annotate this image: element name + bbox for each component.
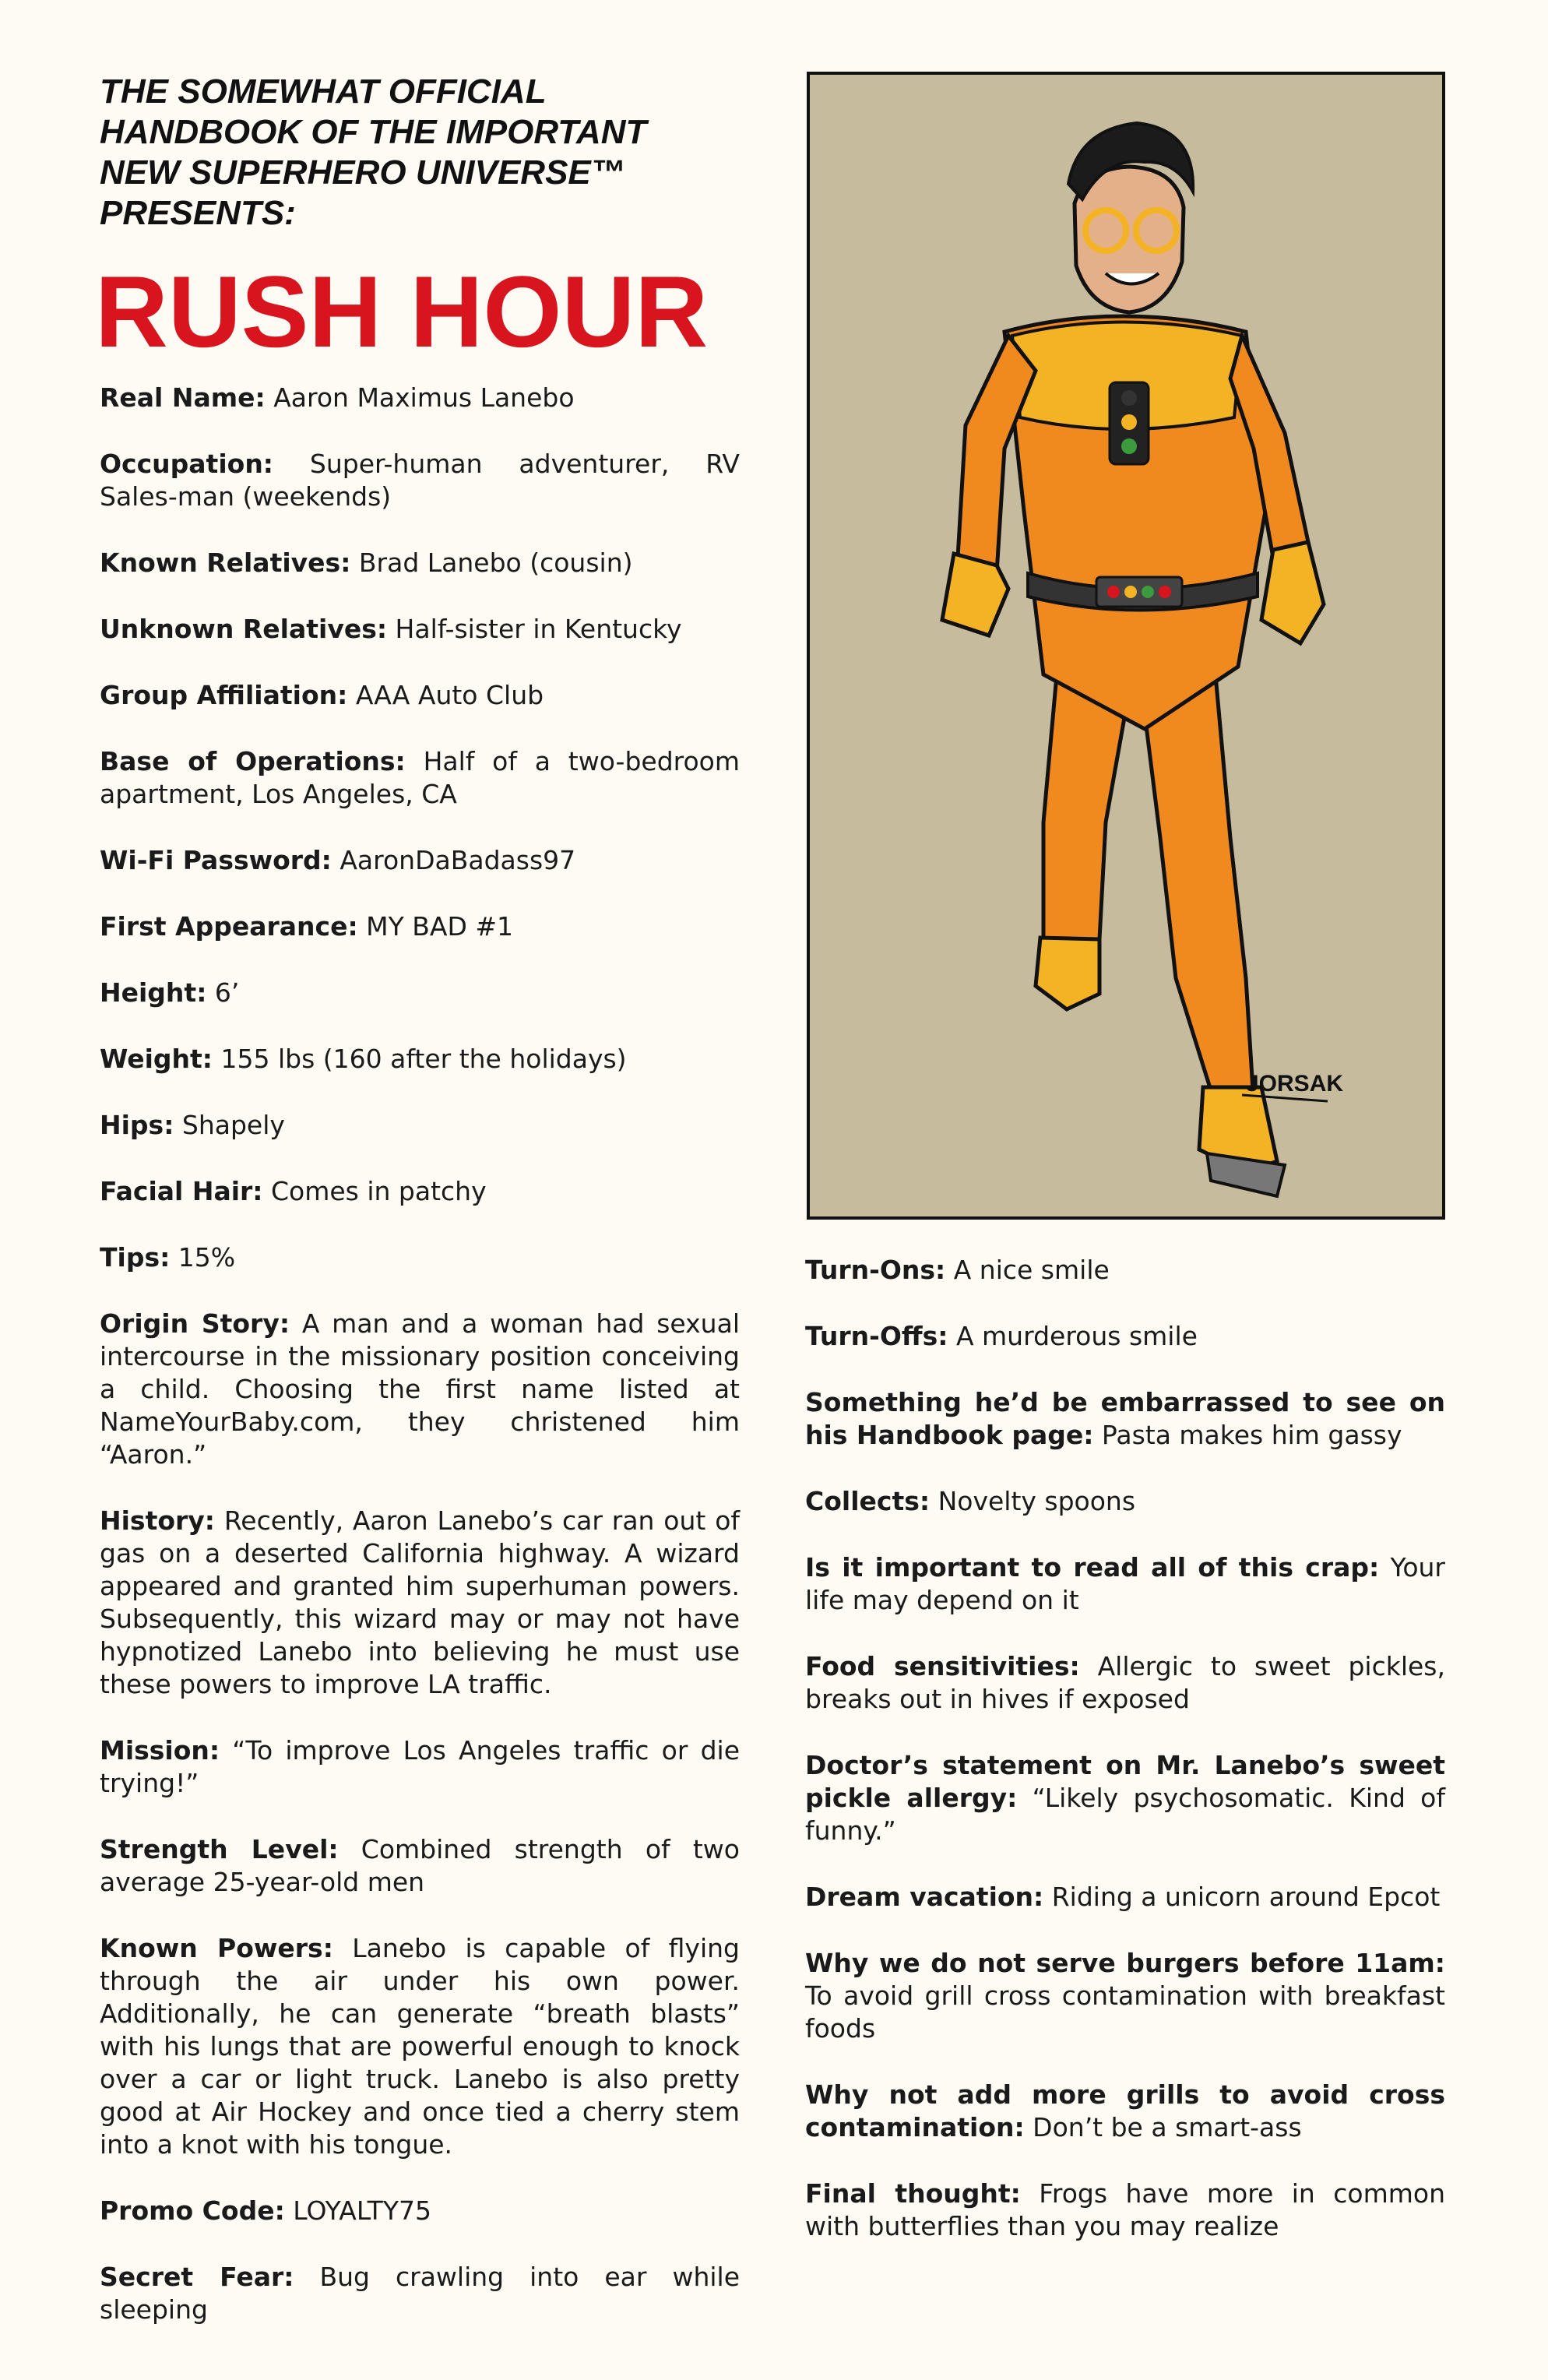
entry-label: Strength Level: bbox=[100, 1834, 339, 1864]
entry bbox=[805, 1947, 1445, 2045]
entry-value: Half of a two-bedroom apartment, Los Angeles, CA bbox=[100, 746, 741, 809]
hero-illustration bbox=[807, 72, 1445, 1220]
entry-label: Turn-Ons: bbox=[805, 1255, 946, 1285]
entry-label: Facial Hair: bbox=[100, 1176, 263, 1206]
entry bbox=[805, 2079, 1445, 2144]
entry bbox=[805, 1551, 1445, 1617]
entry-label: Known Powers: bbox=[100, 1933, 333, 1963]
entry bbox=[100, 844, 740, 877]
entry-label: Food sensitivities: bbox=[805, 1651, 1080, 1681]
header-line: PRESENTS: bbox=[100, 194, 296, 232]
entry bbox=[100, 679, 740, 712]
page-title: RUSH HOUR bbox=[95, 255, 709, 368]
entry bbox=[805, 1320, 1445, 1353]
header-line: THE SOMEWHAT OFFICIAL bbox=[100, 72, 547, 111]
entry-label: Real Name: bbox=[100, 382, 266, 413]
entry-value: 155 lbs (160 after the holidays) bbox=[213, 1044, 627, 1074]
entry bbox=[100, 382, 740, 414]
entry-label: Why we do not serve burgers before 11am: bbox=[805, 1948, 1445, 1978]
entry bbox=[805, 1485, 1445, 1518]
entry bbox=[100, 1833, 740, 1899]
handbook-header bbox=[100, 72, 785, 234]
entry-value: Comes in patchy bbox=[262, 1176, 487, 1206]
entry-value: Riding a unicorn around Epcot bbox=[1043, 1882, 1441, 1912]
entry bbox=[805, 1254, 1445, 1287]
entry-value: A murderous smile bbox=[948, 1321, 1198, 1351]
entry-value: MY BAD #1 bbox=[357, 911, 514, 942]
entry bbox=[805, 1650, 1445, 1716]
entry-value: Bug crawling into ear while sleeping bbox=[100, 2262, 740, 2325]
entry-value: Aaron Maximus Lanebo bbox=[265, 382, 575, 413]
entry bbox=[100, 1043, 740, 1076]
entry bbox=[805, 1749, 1445, 1847]
entry-label: Weight: bbox=[100, 1044, 213, 1074]
entry-value: 15% bbox=[170, 1242, 236, 1273]
entry-value: To avoid grill cross contamination with breakfast foods bbox=[805, 1980, 1445, 2044]
entry bbox=[100, 1308, 740, 1471]
entry-value: Shapely bbox=[174, 1110, 285, 1140]
entry bbox=[805, 1386, 1445, 1452]
entry-label: Something he’d be embarrassed to see on his Handbook page: bbox=[805, 1387, 1445, 1450]
artist-signature: JORSAK bbox=[1246, 1071, 1344, 1097]
entry-value: AaronDaBadass97 bbox=[331, 845, 576, 875]
entry-value: LOYALTY75 bbox=[284, 2195, 431, 2226]
entry-value: AAA Auto Club bbox=[347, 680, 544, 710]
entry bbox=[100, 745, 740, 811]
entry bbox=[100, 1932, 740, 2161]
entry-label: Mission: bbox=[100, 1735, 220, 1766]
entry-label: Base of Operations: bbox=[100, 746, 406, 776]
entry bbox=[805, 1881, 1445, 1914]
header-line: NEW SUPERHERO UNIVERSE™ bbox=[100, 153, 625, 192]
entry bbox=[100, 613, 740, 646]
entry-value: Brad Lanebo (cousin) bbox=[350, 547, 633, 578]
entry-value: A nice smile bbox=[945, 1255, 1110, 1285]
entry bbox=[100, 1734, 740, 1800]
entry bbox=[100, 1175, 740, 1208]
entry-value: Your life may depend on it bbox=[805, 1552, 1445, 1615]
entry bbox=[100, 547, 740, 579]
entry-label: Occupation: bbox=[100, 449, 274, 479]
entry-label: Dream vacation: bbox=[805, 1882, 1044, 1912]
entry-label: Height: bbox=[100, 977, 207, 1008]
entry bbox=[100, 977, 740, 1009]
entry-label: Is it important to read all of this crap: bbox=[805, 1552, 1380, 1583]
entry-label: Final thought: bbox=[805, 2178, 1021, 2209]
entry bbox=[100, 910, 740, 943]
entry-value: Frogs have more in common with butterflies than you may realize bbox=[805, 2178, 1446, 2241]
entry-value: Lanebo is capable of flying through the air under his own power. Additionally, he can generate “breath blasts” with his lungs that are powerful enough to knock over a car or light truck. Lanebo is also pretty good at Air Hockey and once tied a cherry stem into a knot with his tongue. bbox=[100, 1933, 740, 2160]
entry-value: “To improve Los Angeles traffic or die trying!” bbox=[100, 1735, 740, 1798]
entry bbox=[100, 1109, 740, 1142]
entry bbox=[805, 2178, 1445, 2243]
entry-value: Allergic to sweet pickles, breaks out in hives if exposed bbox=[805, 1651, 1445, 1714]
entry-label: Unknown Relatives: bbox=[100, 614, 388, 644]
left-column bbox=[100, 382, 740, 2326]
entry-value: “Likely psychosomatic. Kind of funny.” bbox=[805, 1783, 1445, 1846]
entry-label: History: bbox=[100, 1505, 216, 1536]
entry-label: Doctor’s statement on Mr. Lanebo’s sweet pickle allergy: bbox=[805, 1750, 1445, 1813]
entry-label: Known Relatives: bbox=[100, 547, 351, 578]
entry bbox=[100, 448, 740, 513]
entry-label: Wi-Fi Password: bbox=[100, 845, 332, 875]
entry bbox=[100, 2261, 740, 2326]
entry-value: Don’t be a smart-ass bbox=[1024, 2112, 1302, 2142]
entry-value: Pasta makes him gassy bbox=[1093, 1420, 1402, 1450]
entry-label: Collects: bbox=[805, 1486, 931, 1516]
entry-value: Novelty spoons bbox=[930, 1486, 1136, 1516]
entry-value: Super-human adventurer, RV Sales-man (weekends) bbox=[100, 449, 740, 512]
entry-label: Tips: bbox=[100, 1242, 171, 1273]
entry-label: First Appearance: bbox=[100, 911, 358, 942]
entry-label: Turn-Offs: bbox=[805, 1321, 948, 1351]
entry-value: Recently, Aaron Lanebo’s car ran out of gas on a deserted California highway. A wizard appeared and granted him superhuman powers. Subsequently, this wizard may or may not have hypnotized Lanebo into believing he must use these powers to improve LA traffic. bbox=[100, 1505, 740, 1699]
entry-label: Why not add more grills to avoid cross contamination: bbox=[805, 2079, 1445, 2142]
entry bbox=[100, 1241, 740, 1274]
entry-label: Group Affiliation: bbox=[100, 680, 348, 710]
header-line: HANDBOOK OF THE IMPORTANT bbox=[100, 113, 647, 151]
entry-label: Origin Story: bbox=[100, 1308, 290, 1339]
hero-figure bbox=[810, 75, 1442, 1216]
entry-label: Secret Fear: bbox=[100, 2262, 294, 2292]
entry-value: 6’ bbox=[206, 977, 240, 1008]
entry bbox=[100, 1505, 740, 1701]
entry bbox=[100, 2195, 740, 2227]
entry-value: A man and a woman had sexual intercourse in the missionary position conceiving a child. Choosing the first name listed at NameYourBaby.com, they christened him “Aaron.” bbox=[100, 1308, 740, 1470]
right-column bbox=[805, 1254, 1445, 2243]
entry-value: Half-sister in Kentucky bbox=[387, 614, 682, 644]
entry-value: Combined strength of two average 25-year-old men bbox=[100, 1834, 740, 1897]
entry-label: Promo Code: bbox=[100, 2195, 285, 2226]
entry-label: Hips: bbox=[100, 1110, 174, 1140]
